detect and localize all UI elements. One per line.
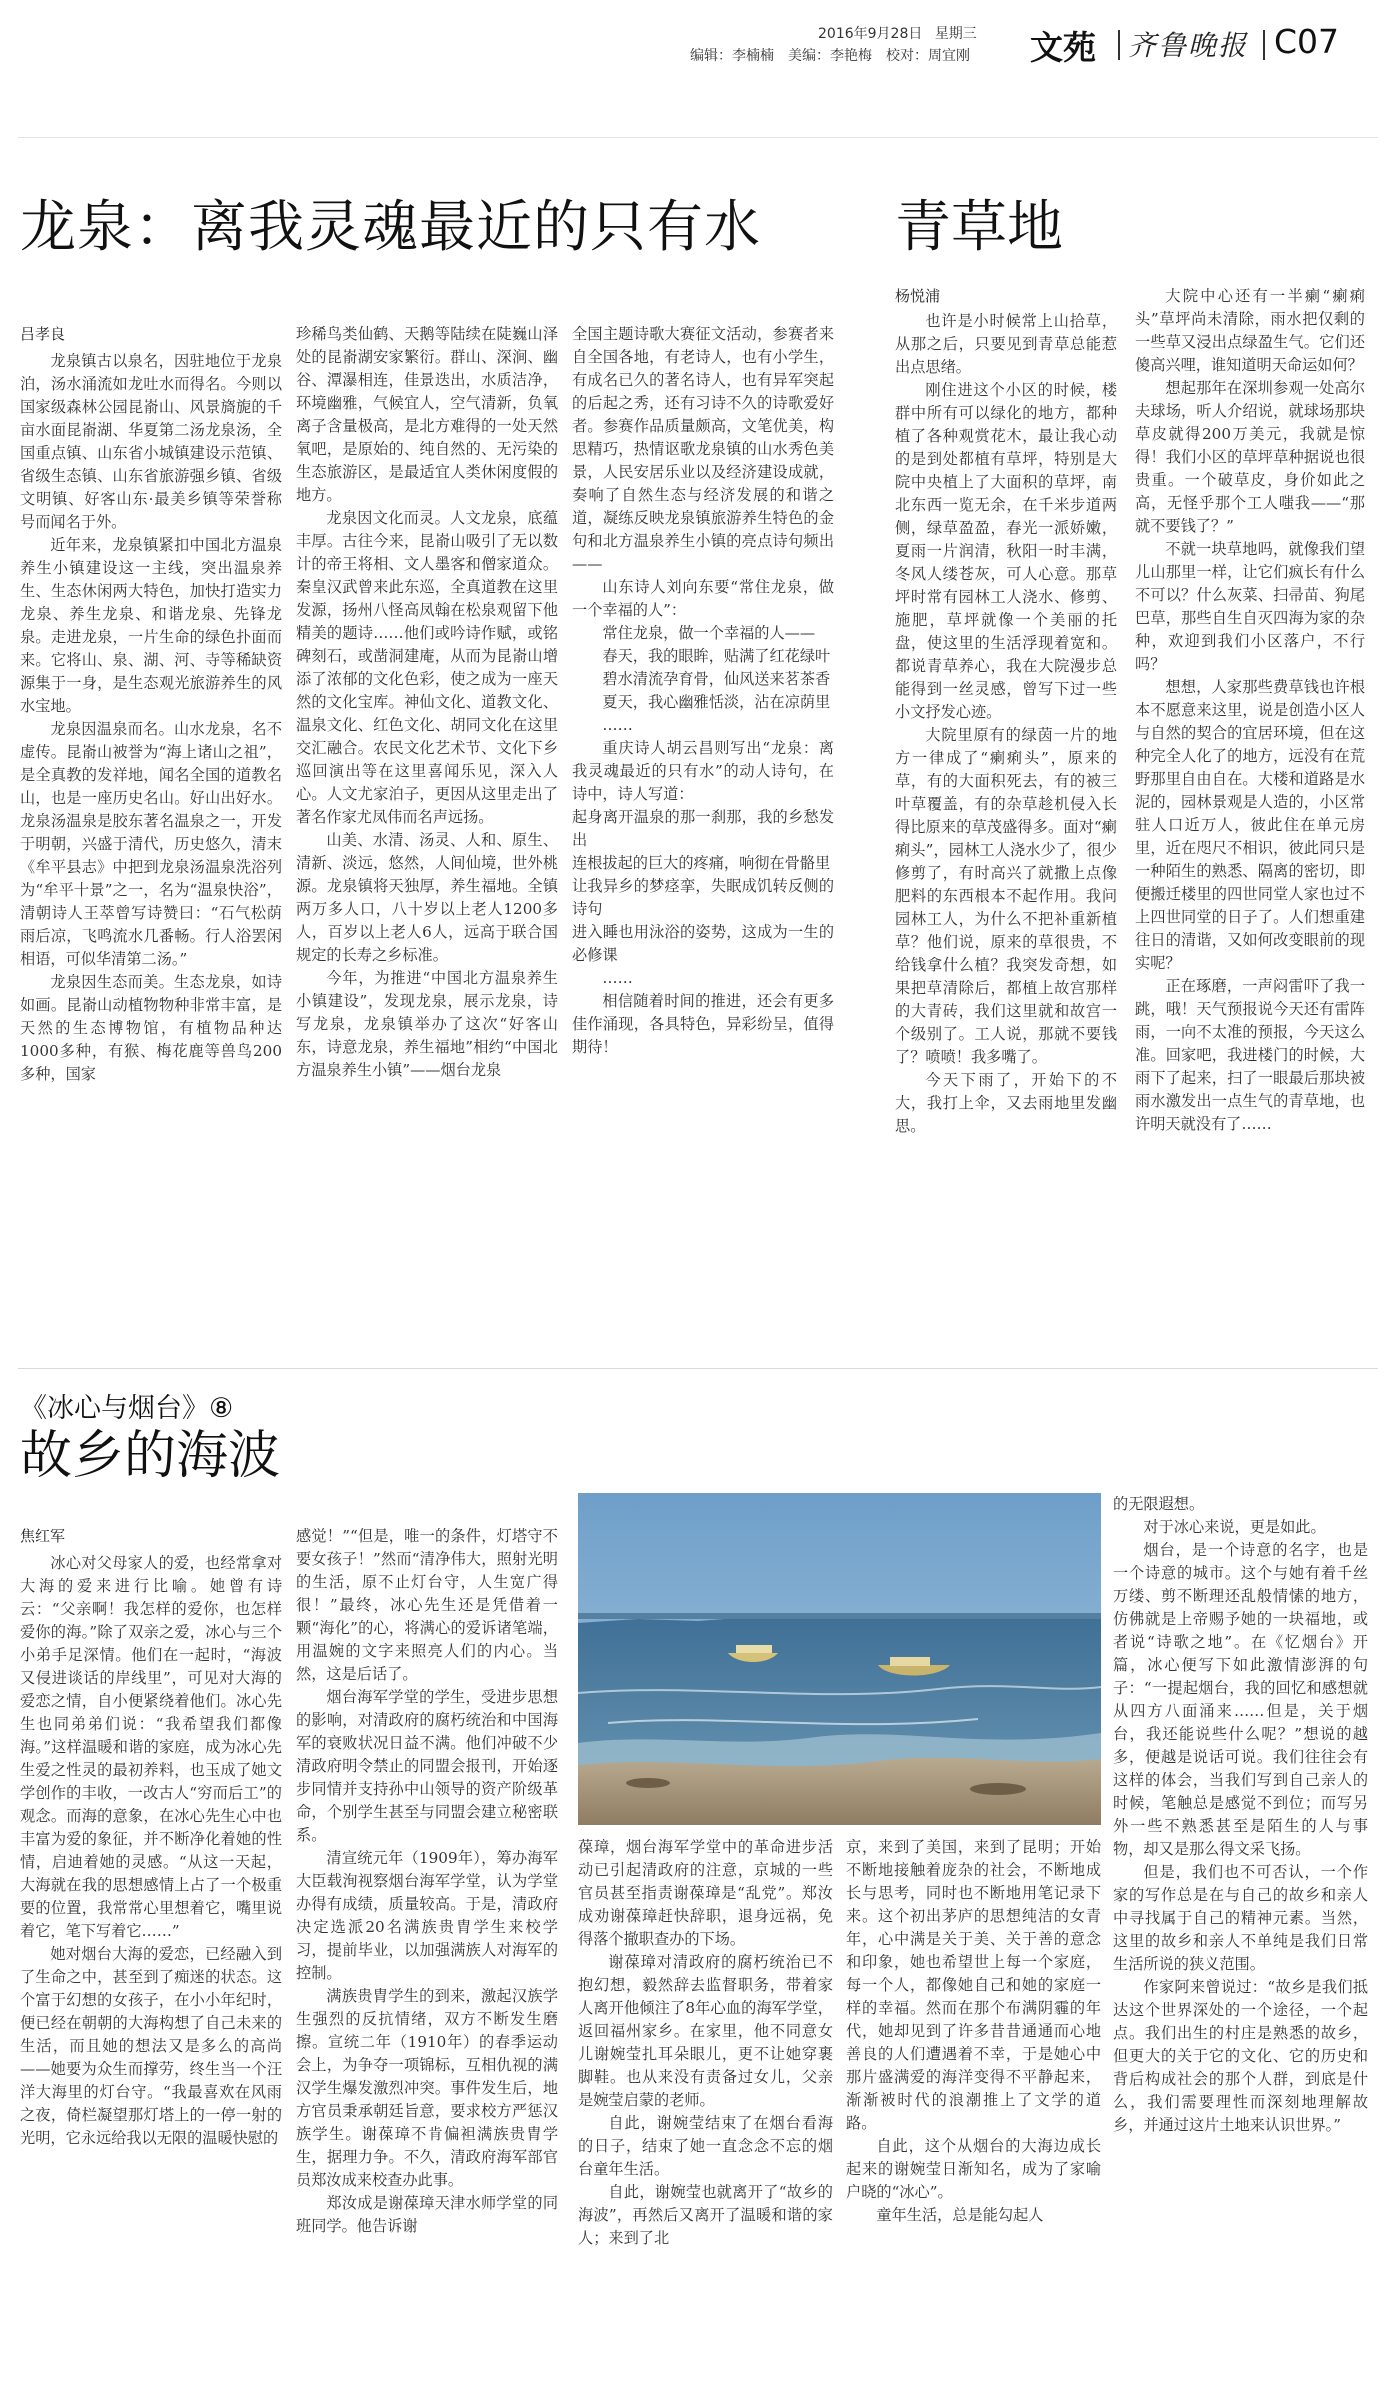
page-number: C07	[1274, 22, 1340, 61]
editor-credits: 编辑：李楠楠 美编：李艳梅 校对：周宜刚	[690, 48, 970, 64]
article2-author: 杨悦浦	[895, 287, 941, 305]
header-divider-2	[1263, 30, 1265, 60]
header-rule	[18, 137, 1378, 138]
article1-title: 龙泉：离我灵魂最近的只有水	[20, 195, 761, 260]
article3-column-1: 冰心对父母家人的爱，也经常拿对大海的爱来进行比喻。她曾有诗云：“父亲啊！我怎样的爱你，也怎样爱你的海。”除了双亲之爱，冰心与三个小弟手足深情。他们在一起时，“海波又侵进谈话的岸线里”，可见对大海的爱恋之情，自小便紧绕着他们。冰心先生也同弟弟们说：“我希望我们都像海。”这样温暖和谐的家庭，成为冰心先生爱之性灵的最初养料，也玉成了她文学创作的丰收，一改古人“穷而后工”的观念。而海的意象，在冰心先生心中也丰富为爱的象征，并不断净化着她的性情，启迪着她的灵感。“从这一天起，大海就在我的思想感情上占了一个极重要的位置，我常常心里想着它，嘴里说着它，笔下写着它……” 她对烟台大海的爱恋，已经融入到了生命之中，甚至到了痴迷的状态。这个富于幻想的女孩子，在小小年纪时，便已经在朝朝的大海构想了自己未来的生活，而且她的想法又是多么的高尚——她要为众生而撑劳，终生当一个汪洋大海里的灯台守。“我最喜欢在风雨之夜，倚栏凝望那灯塔上的一停一射的光明，它永远给我以无限的温暖快慰的	[20, 1554, 282, 2147]
article1-author: 吕孝良	[20, 325, 66, 343]
issue-date: 2016年9月28日 星期三	[818, 26, 977, 42]
page-header	[0, 0, 1395, 80]
article2-column-2: 大院中心还有一半瘌“瘌痢头”草坪尚未清除，雨水把仅剩的一些草又浸出点绿盈生气。它们还傻高兴哩，谁知道明天命运如何？ 想起那年在深圳参观一处高尔夫球场，听人介绍说，就球场那块草皮就得200万美元，我就是惊得！我们小区的草坪草种据说也很贵重。一个破草皮，身价如此之高，无怪乎那个工人嗤我——“那就不要钱了？” 不就一块草地吗，就像我们望儿山那里一样，让它们疯长有什么不可以？什么灰菜、扫帚苗、狗尾巴草，那些自生自灭四海为家的杂种，欢迎到我们小区落户，不行吗？ 想想，人家那些费草钱也许根本不愿意来这里，说是创造小区人与自然的契合的宜居环境，但在这种完全人化了的地方，远没有在荒野那里自由自在。大楼和道路是水泥的，园林景观是人造的，小区常驻人口近万人，彼此住在单元房里，近在咫尺不相识，彼此同只是一种陌生的熟悉、隔离的密切，即便搬迁楼里的四世同堂人家也过不上四世同堂的日子了。人们想重建往日的清谐，又如何改变眼前的现实呢？ 正在琢磨，一声闷雷吓了我一跳，哦！天气预报说今天还有雷阵雨，一向不太准的预报，今天这么准。回家吧，我进楼门的时候，大雨下了起来，扫了一眼最后那块被雨水激发出一点生气的青草地，也许明天就没有了……	[1135, 287, 1365, 1133]
article2-title: 青草地	[895, 195, 1063, 260]
article1-column-1: 龙泉镇古以泉名，因驻地位于龙泉泊，汤水涌流如龙吐水而得名。今则以国家级森林公园昆嵛山、风景旖旎的千亩水面昆嵛湖、华夏第二汤龙泉汤，全国重点镇、山东省小城镇建设示范镇、省级生态镇、山东省旅游强乡镇、省级文明镇、好客山东·最美乡镇等荣誉称号而闻名于外。 近年来，龙泉镇紧扣中国北方温泉养生小镇建设这一主线，突出温泉养生、生态休闲两大特色，加快打造实力龙泉、养生龙泉、和谐龙泉、先锋龙泉。走进龙泉，一片生命的绿色扑面而来。它将山、泉、湖、河、寺等稀缺资源集于一身，是生态观光旅游养生的风水宝地。 龙泉因温泉而名。山水龙泉，名不虚传。昆嵛山被誉为“海上诸山之祖”，是全真教的发祥地，闻名全国的道教名山，也是一座历史名山。好山出好水。龙泉汤温泉是胶东著名温泉之一，开发于明朝，兴盛于清代，历史悠久，清末《牟平县志》中把到龙泉汤温泉洗浴列为“牟平十景”之一，名为“温泉快浴”，清朝诗人王萃曾写诗赞曰：“石气松荫雨后凉，飞鸣流水几番畅。行人浴罢闲相语，可似华清第二汤。” 龙泉因生态而美。生态龙泉，如诗如画。昆嵛山动植物物种非常丰富，是天然的生态博物馆，有植物品种达1000多种，有猴、梅花鹿等兽鸟200多种，国家	[20, 352, 282, 1083]
sea-photo-illustration	[578, 1493, 1101, 1825]
article3-column-3: 葆璋，烟台海军学堂中的革命进步活动已引起清政府的注意，京城的一些官员甚至指责谢葆璋是“乱党”。郑汝成劝谢葆璋赶快辞职，退身远祸，免得落个撤职查办的下场。 谢葆璋对清政府的腐朽统治已不抱幻想，毅然辞去监督职务，带着家人离开他倾注了8年心血的海军学堂，返回福州家乡。在家里，他不同意女儿谢婉莹扎耳朵眼儿，更不让她穿裹脚鞋。也从来没有责备过女儿，父亲是婉莹启蒙的老师。 自此，谢婉莹结束了在烟台看海的日子，结束了她一直念念不忘的烟台童年生活。 自此，谢婉莹也就离开了“故乡的海波”，再然后又离开了温暖和谐的家人；来到了北	[578, 1838, 833, 2247]
article3-column-4: 京，来到了美国，来到了昆明；开始不断地接触着庞杂的社会，不断地成长与思考，同时也不断地用笔记录下来。这个初出茅庐的思想纯洁的女青年，心中满是关于美、关于善的意念和印象，她也希望世上每一个家庭，每一个人，都像她自己和她的家庭一样的幸福。然而在那个布满阴霾的年代，她却见到了许多昔昔通通而心地善良的人们遭遇着不幸，于是她心中那片盛满爱的海洋变得不平静起来，渐渐被时代的浪潮推上了文学的道路。 自此，这个从烟台的大海边成长起来的谢婉莹日渐知名，成为了家喻户晓的“冰心”。 童年生活，总是能勾起人	[846, 1838, 1101, 2224]
article3-column-5: 的无限遐想。 对于冰心来说，更是如此。 烟台，是一个诗意的名字，也是一个诗意的城市。这个与她有着千丝万缕、剪不断理还乱般情愫的地方，仿佛就是上帝赐予她的一块福地，或者说“诗歌之地”。在《忆烟台》开篇，冰心便写下如此激情澎湃的句子：“一提起烟台，我的回忆和感想就从四方八面涌来……但是，关于烟台，我还能说些什么呢？”想说的越多，便越是说话可说。我们往往会有这样的体会，当我们写到自己亲人的时候，笔触总是感觉不到位；而写另外一些不熟悉甚至是陌生的人与事物，却又是那么得文采飞扬。 但是，我们也不可否认，一个作家的写作总是在与自己的故乡和亲人中寻找属于自己的精神元素。当然，这里的故乡和亲人不单纯是我们日常生活所说的狭义范围。 作家阿来曾说过：“故乡是我们抵达这个世界深处的一个途径，一个起点。我们出生的村庄是熟悉的故乡，但更大的关于它的文化、它的历史和背后构成社会的那个人群，到底是什么，我们需要理性而深刻地理解故乡，并通过这片土地来认识世界。”	[1113, 1495, 1368, 2134]
article1-column-3: 全国主题诗歌大赛征文活动，参赛者来自全国各地，有老诗人，也有小学生，有成名已久的著名诗人，也有异军突起的后起之秀，还有习诗不久的诗歌爱好者。参赛作品质量颇高，文笔优美，构思精巧，热情讴歌龙泉镇的山水秀色美景，人民安居乐业以及经济建设成就，奏响了自然生态与经济发展的和谐之道，凝练反映龙泉镇旅游养生特色的金句和北方温泉养生小镇的亮点诗句频出—— 山东诗人刘向东要“常住龙泉，做一个幸福的人”： 常住龙泉，做一个幸福的人—— 春天，我的眼眸，贴满了红花绿叶 碧水清流孕育骨，仙风送来茗茶香 夏天，我心幽雅恬淡，沾在凉荫里 …… 重庆诗人胡云昌则写出“龙泉：离我灵魂最近的只有水”的动人诗句，在诗中，诗人写道： 起身离开温泉的那一刹那，我的乡愁发出 连根拔起的巨大的疼痛，响彻在骨骼里 让我异乡的梦痉挛，失眠成饥转反侧的诗句 进入睡也用泳浴的姿势，这成为一生的必修课 …… 相信随着时间的推进，还会有更多佳作涌现，各具特色，异彩纷呈，值得期待！	[572, 325, 834, 1056]
article3-title: 故乡的海波	[20, 1426, 281, 1486]
article2-column-1: 也许是小时候常上山拾草，从那之后，只要见到青草总能惹出点思绪。 刚住进这个小区的时候，楼群中所有可以绿化的地方，都种植了各种观赏花木，最让我心动的是到处都植有草坪，特别是大院中央植上了大面积的草坪，南北东西一览无余，在千米步道两侧，绿草盈盈，春光一派娇嫩，夏雨一片润清，秋阳一时丰满，冬风人缕苍灰，可人心意。那草坪时常有园林工人浇水、修剪、施肥，草坪就像一个美丽的托盘，使这里的生活浮现着宽和。都说青草养心，我在大院漫步总能得到一丝灵感，曾写下过一些小文抒发心迹。 大院里原有的绿茵一片的地方一律成了“瘌痢头”，原来的草，有的大面积死去，有的被三叶草覆盖，有的杂草趁机侵入长得比原来的草茂盛得多。面对“瘌痢头”，园林工人浇水少了，很少修剪了，有时高兴了就撒上点像肥料的东西根本不起作用。我问园林工人，为什么不把补重新植草？他们说，原来的草很贵，不给钱拿什么植？我突发奇想，如果把草清除后，都植上故宫那样的大青砖，我们这里就和故宫一个级别了。工人说，那就不要钱了？喷喷！我多嘴了。 今天下雨了，开始下的不大，我打上伞，又去雨地里发幽思。	[895, 312, 1117, 1135]
header-divider-1	[1118, 30, 1120, 60]
article3-column-2: 感觉！”“但是，唯一的条件，灯塔守不要女孩子！”然而“清净伟大，照射光明的生活，原不止灯台守，人生宽广得很！”最终，冰心先生还是凭借着一颗“海化”的心，将满心的爱诉诸笔端，用温婉的文字来照亮人们的内心。当然，这是后话了。 烟台海军学堂的学生，受进步思想的影响，对清政府的腐朽统治和中国海军的衰败状况日益不满。他们冲破不少清政府明令禁止的同盟会报刊，开始逐步同情并支持孙中山领导的资产阶级革命，个别学生甚至与同盟会建立秘密联系。 清宣统元年（1909年），筹办海军大臣载洵视察烟台海军学堂，认为学堂办得有成绩，质量较高。于是，清政府决定选派20名满族贵胄学生来校学习，提前毕业，以加强满族人对海军的控制。 满族贵胄学生的到来，激起汉族学生强烈的反抗情绪，双方不断发生磨擦。宣统二年（1910年）的春季运动会上，为争夺一项锦标，互相仇视的满汉学生爆发激烈冲突。事件发生后，地方官员秉承朝廷旨意，要求校方严惩汉族学生。谢葆璋不肯偏袒满族贵胄学生，据理力争。不久，清政府海军部官员郑汝成来校查办此事。 郑汝成是谢葆璋天津水师学堂的同班同学。他告诉谢	[296, 1527, 558, 2235]
article1-column-2: 珍稀鸟类仙鹤、天鹅等陆续在陡巍山泽处的昆嵛湖安家繁衍。群山、深涧、幽谷、潭瀑相连，佳景迭出，水质洁净，环境幽雅，气候宜人，空气清新，负氧离子含量极高，是北方难得的一处天然氧吧，是原始的、纯自然的、无污染的生态旅游区，是最适宜人类休闲度假的地方。 龙泉因文化而灵。人文龙泉，底蕴丰厚。古往今来，昆嵛山吸引了无以数计的帝王将相、文人墨客和僧家道众。秦皇汉武曾来此东巡，全真道教在这里发源，扬州八怪高凤翰在松泉观留下他精美的题诗……他们或吟诗作赋，或铭碑刻石，或凿洞建庵，从而为昆嵛山增添了浓郁的文化色彩，使之成为一座天然的文化宝库。神仙文化、道教文化、温泉文化、红色文化、胡同文化在这里交汇融合。农民文化艺术节、文化下乡巡回演出等在这里喜闻乐见，深入人心。人文尤家泊子，更因从这里走出了著名作家尤凤伟而名声远扬。 山美、水清、汤灵、人和、原生、清新、淡远，悠然，人间仙境，世外桃源。龙泉镇将天独厚，养生福地。全镇两万多人口，八十岁以上老人1200多人，百岁以上老人6人，远高于联合国规定的长寿之乡标准。 今年，为推进“中国北方温泉养生小镇建设”，发现龙泉，展示龙泉，诗写龙泉，龙泉镇举办了这次“好客山东，诗意龙泉，养生福地”相约“中国北方温泉养生小镇”——烟台龙泉	[296, 325, 558, 1079]
newspaper-masthead: 齐鲁晚报	[1128, 29, 1249, 62]
article3-author: 焦红军	[20, 1527, 66, 1545]
section-name: 文苑	[1030, 28, 1096, 67]
sea-photo	[578, 1493, 1101, 1825]
article3-kicker: 《冰心与烟台》⑧	[20, 1393, 234, 1424]
section-rule	[18, 1368, 1378, 1369]
